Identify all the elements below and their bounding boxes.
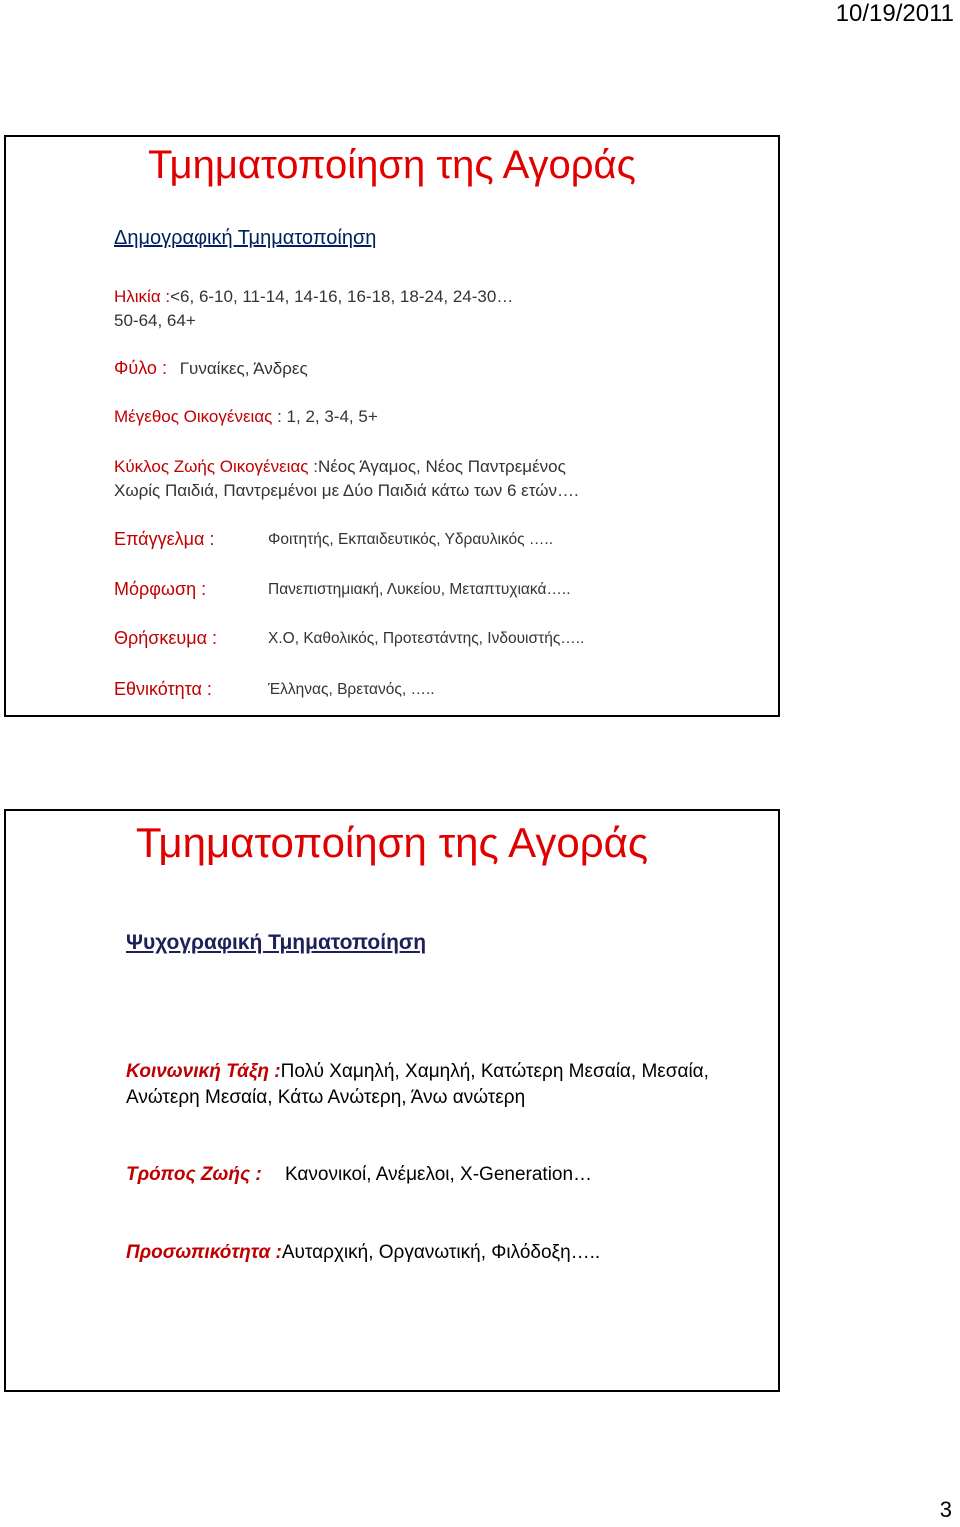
sex-value: Γυναίκες, Άνδρες <box>179 359 308 378</box>
education-label: Μόρφωση : <box>114 579 207 599</box>
age-value: <6, 6-10, 11-14, 14-16, 16-18, 18-24, 24-30… <box>170 287 514 306</box>
family-size-label: Μέγεθος Οικογένειας <box>114 407 273 426</box>
lifestyle-value: Κανονικοί, Ανέμελοι, X-Generation… <box>284 1164 593 1185</box>
age-label: Ηλικία : <box>114 287 171 306</box>
lifecycle-value: :Νέος Άγαμος, Νέος Παντρεμένος <box>313 457 566 476</box>
social-class-value: Πολύ Χαμηλή, Χαμηλή, Κατώτερη Μεσαία, Μεσαία, <box>280 1061 709 1082</box>
page-date: 10/19/2011 <box>835 0 954 27</box>
religion-label: Θρήσκευμα : <box>114 628 218 648</box>
sex-row <box>114 356 308 381</box>
nationality-value: Έλληνας, Βρετανός, ….. <box>268 681 435 698</box>
family-size-row <box>114 405 378 429</box>
religion-value: Χ.Ο, Καθολικός, Προτεστάντης, Ινδουιστής….. <box>268 630 585 647</box>
occupation-value: Φοιτητής, Εκπαιδευτικός, Υδραυλικός ….. <box>268 531 554 548</box>
slide-psychographic <box>4 809 780 1392</box>
slide-title: Τμηματοποίηση της Αγοράς <box>148 143 636 187</box>
occupation-label: Επάγγελμα : <box>114 529 215 549</box>
family-size-value: : 1, 2, 3-4, 5+ <box>277 407 378 426</box>
personality-value: Αυταρχική, Οργανωτική, Φιλόδοξη….. <box>281 1242 601 1263</box>
slide-subtitle: Δημογραφική Τμηματοποίηση <box>114 227 377 249</box>
nationality-label: Εθνικότητα : <box>114 679 212 699</box>
lifecycle-row <box>114 455 579 503</box>
lifecycle-label: Κύκλος Ζωής Οικογένειας <box>114 457 309 476</box>
personality-row <box>126 1240 766 1266</box>
lifestyle-label: Τρόπος Ζωής : <box>126 1164 262 1185</box>
slide-title: Τμηματοποίηση της Αγοράς <box>135 819 649 866</box>
social-class-row <box>126 1059 766 1111</box>
lifestyle-row <box>126 1162 766 1188</box>
social-class-label: Κοινωνική Τάξη : <box>126 1061 281 1082</box>
social-class-value-continued: Ανώτερη Μεσαία, Κάτω Ανώτερη, Άνω ανώτερη <box>126 1087 526 1108</box>
age-value-continued: 50-64, 64+ <box>114 311 196 330</box>
sex-label: Φύλο : <box>114 358 167 378</box>
lifecycle-value-continued: Χωρίς Παιδιά, Παντρεμένοι με Δύο Παιδιά κάτω των 6 ετών…. <box>114 481 579 500</box>
education-value: Πανεπιστημιακή, Λυκείου, Μεταπτυχιακά….. <box>268 581 571 598</box>
personality-label: Προσωπικότητα : <box>126 1242 282 1263</box>
slide-demographic <box>4 135 780 717</box>
slide-subtitle: Ψυχογραφική Τμηματοποίηση <box>126 931 427 954</box>
age-row <box>114 285 513 333</box>
page-number: 3 <box>939 1497 952 1522</box>
